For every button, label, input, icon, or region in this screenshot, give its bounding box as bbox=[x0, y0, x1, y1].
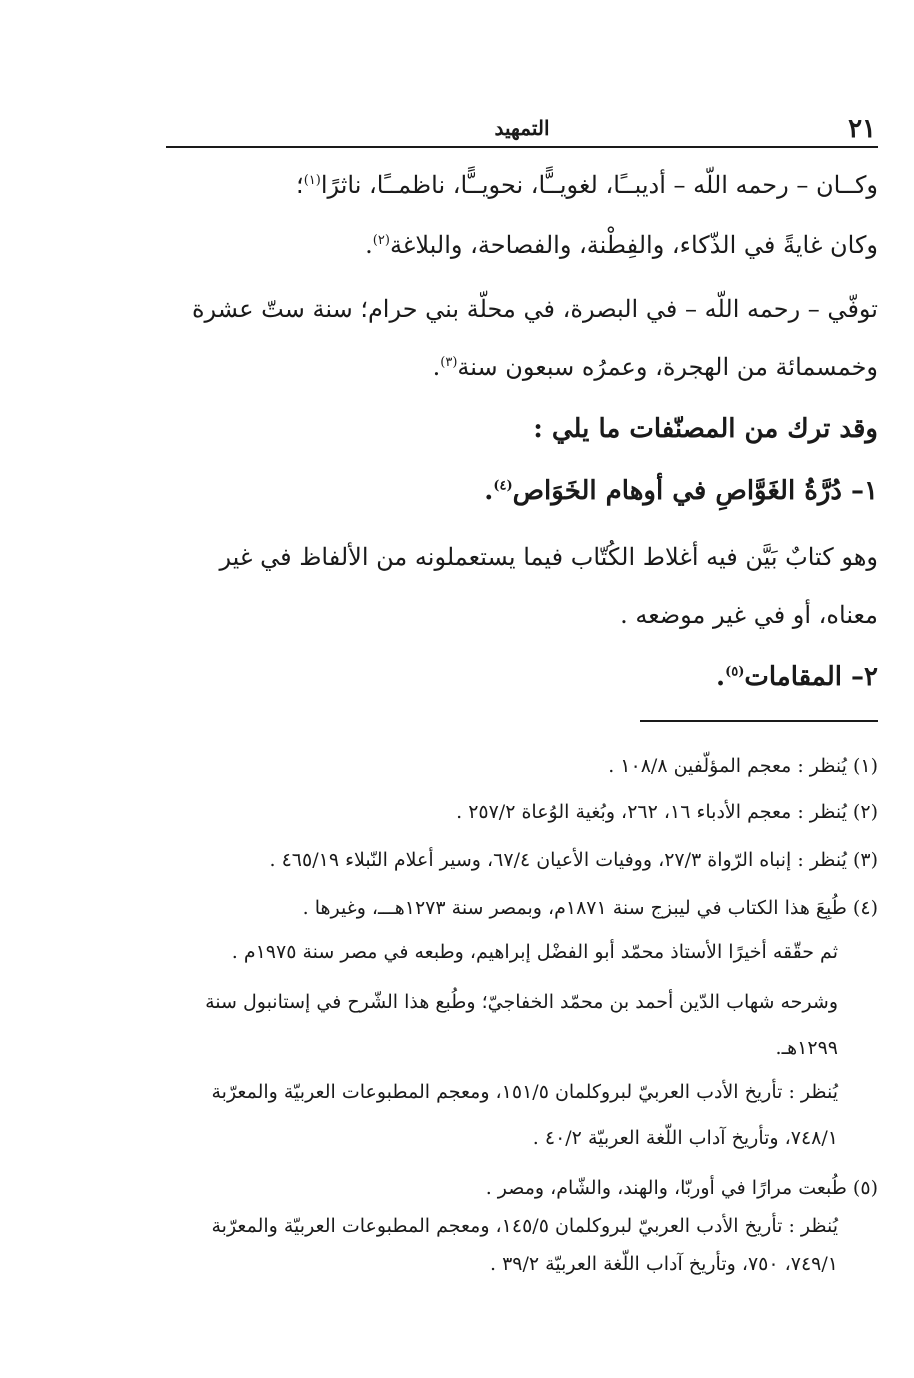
work-1-desc-line-2: معناه، أو في غير موضعه . bbox=[620, 601, 878, 629]
footnote-ref-1[interactable]: (١) bbox=[303, 173, 321, 188]
footnote-ref-4[interactable]: (٤) bbox=[493, 478, 513, 494]
footnote-ref-2[interactable]: (٢) bbox=[372, 233, 390, 248]
paragraph-2-line-2: وخمسمائة من الهجرة، وعمرُه سبعون سنة$^{(٣)}$. bbox=[432, 353, 878, 381]
footnote-5-line-3: ٧٤٩/١، ٧٥٠، وتأريخ آداب اللّغة العربيّة ٣٩/٢ . bbox=[489, 1253, 838, 1275]
footnote-4-line-5: يُنظر : تأريخ الأدب العربيّ لبروكلمان ١٥١/٥، ومعجم المطبوعات العربيّة والمعرّبة bbox=[211, 1081, 838, 1103]
work-2-title: ٢– المقامات$^{(٥)}$. bbox=[716, 662, 878, 692]
footnote-1: (١) يُنظر : معجم المؤلّفين ١٠٨/٨ . bbox=[608, 755, 878, 777]
footnote-ref-5[interactable]: (٥) bbox=[725, 664, 745, 680]
footnote-4-line-2: ثم حقّقه أخيرًا الأستاذ محمّد أبو الفضْل إبراهيم، وطبعه في مصر سنة ١٩٧٥م . bbox=[231, 941, 838, 963]
footnote-4-line-6: ٧٤٨/١، وتأريخ آداب اللّغة العربيّة ٤٠/٢ . bbox=[532, 1127, 838, 1149]
footnote-2: (٢) يُنظر : معجم الأدباء ١٦، ٢٦٢، وبُغية الوُعاة ٢٥٧/٢ . bbox=[456, 801, 878, 823]
footnote-5-line-1: (٥) طُبعت مرارًا في أوربّا، والهند، والشّام، ومصر . bbox=[485, 1177, 878, 1199]
paragraph-1-line-2: وكان غايةً في الذّكاء، والفِطْنة، والفصاحة، والبلاغة$^{(٢)}$. bbox=[365, 231, 878, 259]
work-1-desc-line-1: وهو كتابٌ بَيَّن فيه أغلاط الكُتّاب فيما يستعملونه من الألفاظ في غير bbox=[219, 543, 878, 571]
footnote-separator bbox=[640, 720, 878, 722]
footnote-3: (٣) يُنظر : إنباه الرّواة ٢٧/٣، ووفيات الأعيان ٦٧/٤، وسير أعلام النّبلاء ٤٦٥/١٩ . bbox=[269, 849, 878, 871]
paragraph-2-line-1: توفّي – رحمه اللّه – في البصرة، في محلّة بني حرام؛ سنة ستّ عشرة bbox=[191, 295, 878, 323]
footnote-4-line-4: ١٢٩٩هـ. bbox=[775, 1037, 838, 1059]
footnote-5-line-2: يُنظر : تأريخ الأدب العربيّ لبروكلمان ١٤٥/٥، ومعجم المطبوعات العربيّة والمعرّبة bbox=[211, 1215, 838, 1237]
footnote-ref-3[interactable]: (٣) bbox=[440, 355, 458, 370]
footnote-4-line-3: وشرحه شهاب الدّين أحمد بن محمّد الخفاجيّ؛ وطُبع هذا الشّرح في إستانبول سنة bbox=[205, 991, 838, 1013]
footnote-4-line-1: (٤) طُبِعَ هذا الكتاب في ليبزج سنة ١٨٧١م، وبمصر سنة ١٢٧٣هـــ، وغيرها . bbox=[302, 897, 878, 919]
paragraph-1-line-1: وكــان – رحمه اللّه – أديبــًا، لغويــًّا، نحويــًّا، ناظمــًا، ناثرًا$^{(١)}$؛ bbox=[296, 171, 878, 199]
work-1-title: ١– دُرَّةُ الغَوَّاصِ في أوهام الخَوَاص$^{(٤)}$. bbox=[484, 476, 878, 506]
works-heading: وقد ترك من المصنّفات ما يلي : bbox=[533, 414, 878, 444]
page-number: ٢١ bbox=[848, 114, 876, 144]
running-head: التمهيد bbox=[494, 116, 550, 140]
page-header bbox=[166, 112, 878, 148]
